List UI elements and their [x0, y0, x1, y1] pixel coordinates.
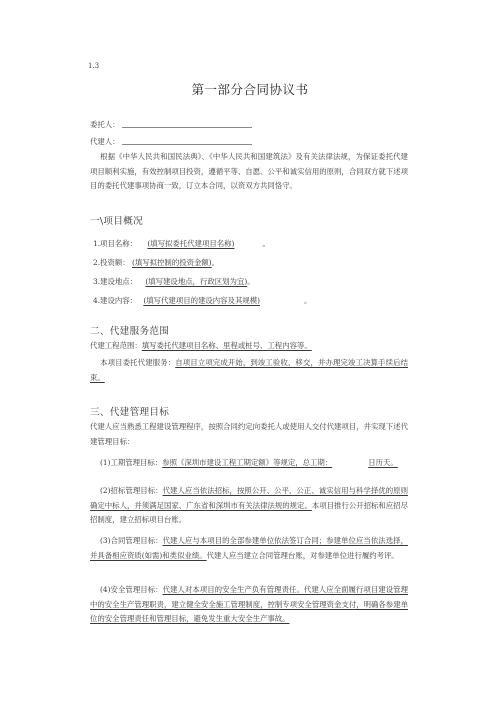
- service-paragraph: 本项目委托代建服务：自项目立项完成开始，到竣工验收、移交，并办理完竣工决算手续后结束。: [90, 358, 408, 382]
- goal-contract: (3)合同管理目标：代建人应与本项目的全部参建单位依法签订合同；参建单位应当依法选择，并具备相应资质(如需)和类似业绩。代建人应当建立合同管理台账，对参建单位进行履约考评。: [90, 536, 408, 560]
- preamble-paragraph: 根据《中华人民共和国民法典》、《中华人民共和国建筑法》及有关法律法规，为保证委托代建项目顺利实施，有效控制项目投资，遵循平等、自愿、公平和诚实信用的原则，合同双方就下述项目的委托代建事项协商一致，订立本合同，以资双方共同恪守。: [90, 152, 408, 190]
- section3-heading: 三、代建管理目标: [90, 407, 170, 418]
- page-title: 第一部分合同协议书: [191, 82, 309, 97]
- scope-paragraph: 代建工程范围：填写委托代建项目名称、里程或桩号、工程内容等。: [90, 341, 312, 350]
- agent-label: 代建人：: [90, 137, 120, 146]
- goal-tender: (2)招标管理目标：代建人应当依法招标，按照公开、公平、公正、诚实信用与科学择优的原则确定中标人，并须满足国家、广东省和深圳市有关法律法规的规定。本项目推行公开招标和应招尽招制度，建立招标项目台账。: [90, 486, 408, 524]
- goal-safety: (4)安全管理目标：代建人对本项目的安全生产负有管理责任。代建人应全面履行项目建设管理中的安全生产管理职责，建立健全安全施工管理制度，控制专项安全管理资金支付，明确各参建单位的安全管理责任和管理目标，避免发生重大安全生产事故。: [90, 585, 408, 623]
- agent-line: [90, 136, 252, 147]
- principal-blank: [122, 119, 252, 128]
- goal-schedule: (1)工期管理目标：参照《深圳市建设工程工期定额》等规定，总工期： 日历天。: [100, 458, 398, 467]
- project-item-2: 2.投资额： (填写拟控制的投资金额)。: [93, 258, 220, 267]
- project-item-4: 4.建设内容： (填写代建项目的建设内容及其规模) 。: [93, 296, 312, 305]
- principal-label: 委托人：: [90, 120, 120, 129]
- section3-intro: 代建人应当熟悉工程建设管理程序，按照合同约定向委托人或使用人交付代建项目，并实现下述代建管理目标：: [90, 422, 408, 446]
- page-number: 1.3: [88, 62, 100, 70]
- project-item-3: 3.建设地点： (填写建设地点，行政区划为宜)。: [93, 277, 255, 286]
- section1-heading: 一\项目概况: [90, 216, 144, 227]
- principal-line: [90, 119, 252, 130]
- agent-blank: [122, 136, 252, 145]
- section2-heading: 二、代建服务范围: [90, 326, 170, 337]
- project-item-1: 1.项目名称： (填写拟委托代建项目名称) 。: [93, 239, 270, 248]
